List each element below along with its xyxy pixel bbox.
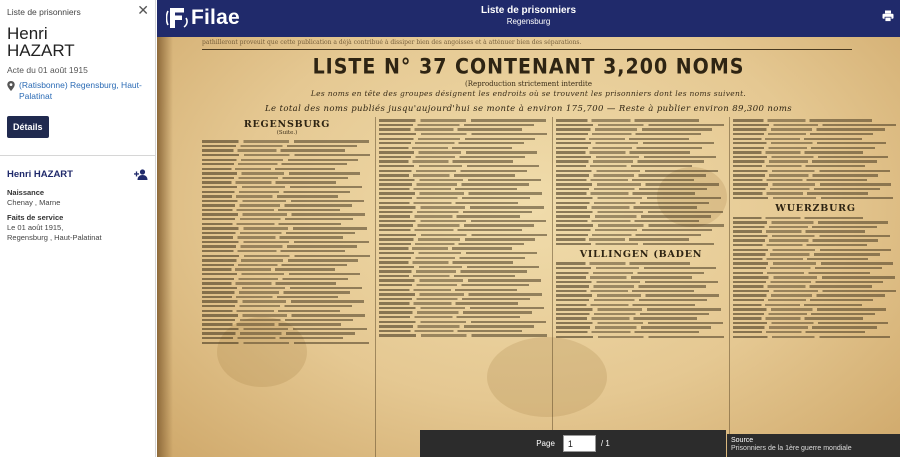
record-card	[7, 169, 148, 243]
brand-name: Filae	[191, 6, 240, 29]
scan-text-line	[379, 332, 549, 337]
newspaper-scan	[157, 37, 900, 457]
acte-date: Acte du 01 août 1915	[7, 65, 88, 75]
doc-subtitle-1: Les noms en tête des groupes désignent les endroits où se trouvent les prisonniers dont les noms suivent.	[310, 89, 747, 98]
page-number-input[interactable]	[563, 435, 596, 452]
doc-column-3	[556, 117, 726, 457]
scan-text-line	[556, 241, 726, 246]
col4-lines-top	[733, 117, 898, 199]
faits-value-date: Le 01 août 1915,	[7, 222, 64, 232]
header-title: Liste de prisonniers	[480, 5, 577, 16]
column-rule	[552, 117, 553, 457]
source-label: Source	[731, 437, 754, 444]
source-panel	[727, 434, 900, 457]
scan-edge-shadow	[157, 37, 173, 457]
doc-column-2	[379, 117, 549, 457]
record-name-link[interactable]: Henri HAZART	[7, 169, 73, 180]
sidebar-divider	[0, 155, 155, 156]
document-viewer[interactable]	[157, 37, 900, 457]
top-bar	[157, 0, 900, 37]
page-total: / 1	[600, 439, 610, 448]
doc-top-rule	[202, 49, 852, 50]
sidebar-section-title: Liste de prisonniers	[7, 7, 81, 17]
col1-lines	[202, 138, 372, 344]
doc-title: LISTE N° 37 CONTENANT 3,200 NOMS	[312, 54, 745, 80]
add-person-icon[interactable]	[134, 169, 148, 180]
page-navigation	[420, 430, 726, 457]
col3-lines-bottom	[556, 260, 726, 338]
naissance-label: Naissance	[7, 188, 45, 197]
map-pin-icon	[7, 81, 15, 91]
doc-column-1	[202, 117, 372, 457]
person-first-name: Henri	[7, 24, 48, 43]
faits-label: Faits de service	[7, 212, 64, 222]
person-name	[7, 25, 148, 59]
col3-heading: VILLINGEN (BADEN	[579, 249, 703, 261]
col4-lines-bottom	[733, 214, 898, 338]
naissance-value: Chenay , Marne	[7, 198, 61, 207]
column-rule	[729, 117, 730, 457]
place-link[interactable]	[7, 80, 148, 102]
col1-subheading: (Suite.)	[276, 130, 298, 136]
print-icon[interactable]	[882, 10, 894, 22]
scan-text-line	[556, 333, 726, 338]
doc-topline: pathilleront proveuit que cette publication a déjà contribué à dissiper bien des angoisses et à atténuer bien des séparations.	[202, 39, 582, 46]
faits-value-place: Regensburg , Haut-Palatinat	[7, 233, 102, 242]
close-icon[interactable]: ✕	[137, 2, 149, 18]
header-title-block	[157, 5, 900, 26]
header-subtitle: Regensburg	[506, 17, 551, 26]
doc-column-4	[733, 117, 898, 457]
doc-repro-note: (Reproduction strictement interdite	[464, 80, 592, 88]
person-last-name: HAZART	[7, 41, 75, 60]
sidebar	[0, 0, 156, 457]
col3-lines-top	[556, 117, 726, 245]
doc-subtitle-2: Le total des noms publiés jusqu'aujourd'hui se monte à environ 175,700 — Reste à publier environ 89,300 noms	[264, 104, 793, 114]
col4-heading: WUERZBURG	[775, 203, 856, 215]
col1-heading: REGENSBURG	[243, 119, 331, 130]
scan-text-line	[733, 333, 898, 338]
page-label: Page	[536, 439, 555, 448]
col2-lines	[379, 117, 549, 337]
source-value: Prisonniers de la 1ère guerre mondiale	[731, 445, 852, 452]
details-tab[interactable]: Détails	[7, 116, 49, 138]
scan-text-line	[733, 195, 898, 200]
scan-text-line	[202, 339, 372, 344]
place-text: (Ratisbonne) Regensburg, Haut-Palatinat	[19, 80, 142, 101]
column-rule	[375, 117, 376, 457]
